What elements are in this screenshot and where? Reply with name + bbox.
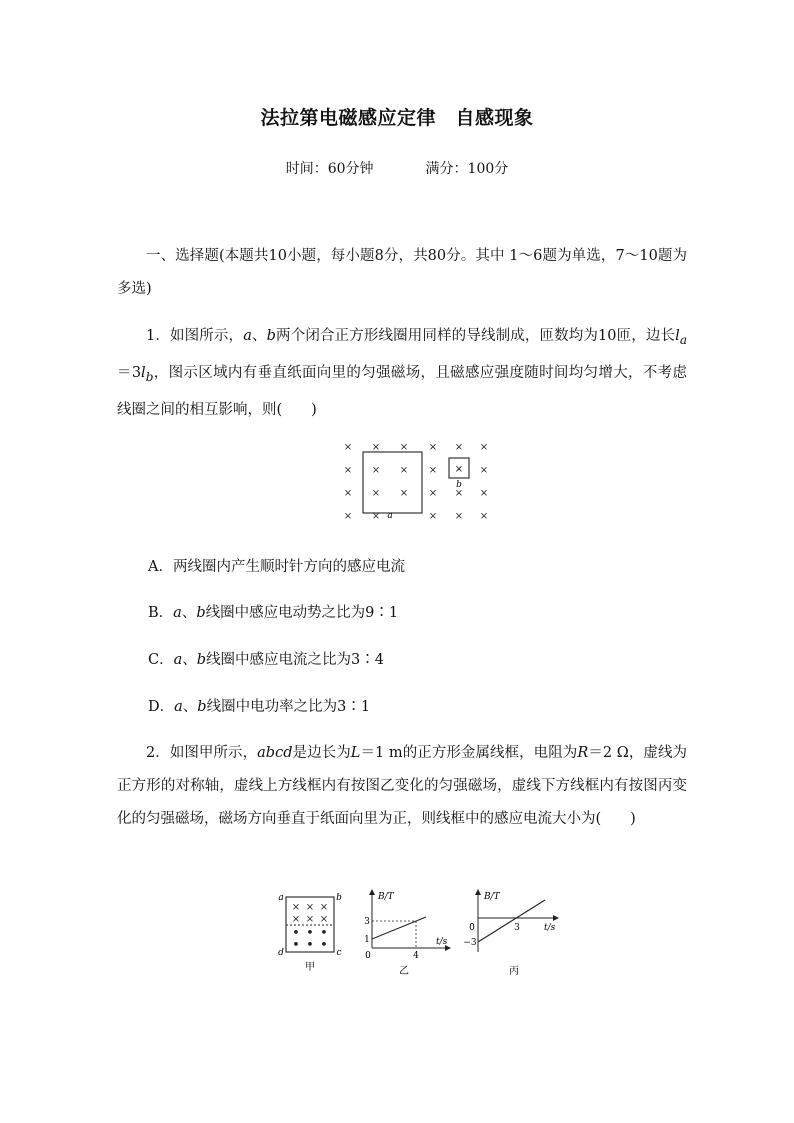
var-b: b (196, 605, 206, 621)
field-mark-cross: × (291, 914, 301, 925)
var-b: b (266, 328, 276, 344)
field-mark-cross: × (371, 442, 381, 453)
var-b: b (196, 652, 207, 668)
option-a-prefix: A． (148, 559, 173, 575)
page-title: 法拉第电磁感应定律 自感现象 (260, 107, 534, 129)
option-c-prefix: C． (148, 652, 174, 668)
question-1-stem (117, 320, 687, 427)
figure-q1-magnetic-field (338, 436, 496, 524)
field-mark-cross: × (371, 465, 381, 476)
option-b-prefix: B． (148, 605, 174, 621)
q2-L-value: ＝1 m (360, 745, 403, 761)
var-a: a (243, 328, 252, 344)
figure-jia-frame (272, 888, 352, 976)
var-a: a (173, 652, 183, 668)
q2-text-2: 是边长为 (292, 745, 351, 761)
full-score: 满分：100分 (425, 161, 509, 177)
x-axis-label: t/s (544, 923, 556, 933)
y-tick-neg3: −3 (463, 938, 477, 948)
var-b: b (197, 699, 207, 715)
field-mark-cross: × (454, 442, 464, 453)
section-heading: 一、选择题(本题共10小题，每小题8分，共80分。其中 1～6题为单选，7～10题为多选) (117, 248, 687, 297)
field-mark-cross: × (399, 442, 409, 453)
field-mark-cross: × (454, 488, 464, 499)
field-mark-cross: × (428, 465, 438, 476)
exam-meta (0, 158, 794, 178)
field-mark-cross: × (399, 488, 409, 499)
field-mark-cross: × (428, 488, 438, 499)
option-a[interactable] (148, 555, 405, 576)
field-mark-cross: × (305, 902, 315, 913)
label-coil-b: b (456, 480, 462, 490)
y-tick-1: 1 (364, 935, 370, 945)
var-sub-a: a (679, 332, 688, 347)
q2-text-1: 2．如图甲所示， (146, 745, 258, 761)
q2-text-3: 的正方形金属线框，电阻为 (402, 745, 578, 761)
q1-sep: 、 (251, 328, 267, 344)
field-mark-dot: • (320, 938, 328, 953)
field-mark-cross: × (428, 442, 438, 453)
origin-label: 0 (469, 923, 475, 933)
field-mark-cross: × (343, 465, 353, 476)
field-mark-cross: × (479, 488, 489, 499)
var-R: R (577, 745, 589, 761)
option-b-text: 线圈中感应电动势之比为9∶1 (205, 605, 399, 621)
field-mark-cross: × (479, 511, 489, 522)
field-mark-cross: × (343, 442, 353, 453)
var-L: L (350, 745, 361, 761)
field-mark-cross: × (479, 442, 489, 453)
caption-bing: 丙 (509, 966, 519, 977)
var-a: a (174, 699, 183, 715)
series-line-B-lower (478, 900, 545, 942)
field-mark-cross: × (428, 511, 438, 522)
option-b[interactable] (148, 601, 398, 622)
field-mark-cross: × (399, 465, 409, 476)
q1-text-3: ，图示区域内有垂直纸面向里的匀强磁场，且磁感应强度随时间均匀增大，不考虑线圈之间的相互影响，则( ) (117, 364, 687, 418)
field-mark-cross: × (371, 511, 381, 522)
corner-a: a (278, 893, 284, 903)
var-sub-b: b (145, 369, 154, 384)
option-d-text: 线圈中电功率之比为3∶1 (206, 699, 371, 715)
option-c[interactable] (148, 648, 384, 669)
field-mark-cross: × (319, 902, 329, 913)
coil-a (363, 452, 422, 513)
field-mark-cross: × (343, 511, 353, 522)
y-tick-3: 3 (364, 917, 370, 927)
time-limit: 时间：60分钟 (285, 161, 374, 177)
origin-label: 0 (365, 951, 371, 961)
series-line-B-upper (372, 917, 426, 939)
field-mark-cross: × (479, 465, 489, 476)
corner-b: b (336, 893, 342, 903)
option-b-sep: 、 (181, 605, 197, 621)
q1-text-1: 1．如图所示， (146, 328, 244, 344)
caption-jia: 甲 (305, 962, 315, 973)
field-mark-dot: • (306, 926, 314, 941)
field-mark-cross: × (371, 488, 381, 499)
option-d-sep: 、 (182, 699, 198, 715)
field-mark-dot: • (292, 926, 300, 941)
q1-text-2: 两个闭合正方形线圈用同样的导线制成，匝数均为10匝，边长 (275, 328, 676, 344)
field-mark-cross: × (454, 511, 464, 522)
var-l: l (141, 364, 146, 381)
figure-yi-graph (358, 886, 458, 978)
option-c-sep: 、 (182, 652, 197, 668)
option-d[interactable] (148, 695, 370, 716)
field-mark-cross: × (343, 488, 353, 499)
q2-R-value: ＝2 Ω (588, 745, 629, 761)
var-abcd: abcd (257, 745, 293, 761)
x-axis-label: t/s (436, 937, 448, 947)
q2-text-4: ，虚线为正方形的对称轴，虚线上方线框内有按图乙变化的匀强磁场，虚线下方线框内有按图丙变化的匀强磁场，磁场方向垂直于纸面向里为正，则线框中的感应电流大小为( ) (117, 745, 687, 827)
question-2-stem (117, 737, 687, 836)
field-mark-cross: × (319, 914, 329, 925)
field-mark-cross: × (305, 914, 315, 925)
y-axis-label: B/T (484, 892, 500, 902)
coil-b-inner-mark: × (454, 464, 464, 475)
corner-d: d (278, 948, 284, 958)
label-coil-a: a (387, 511, 393, 521)
field-mark-dot: • (292, 938, 300, 953)
field-mark-cross: × (291, 902, 301, 913)
option-d-prefix: D． (148, 699, 175, 715)
var-a: a (173, 605, 182, 621)
option-c-text: 线圈中感应电流之比为3∶4 (206, 652, 385, 668)
var-l: l (675, 328, 680, 344)
caption-yi: 乙 (399, 966, 409, 977)
x-tick-4: 4 (413, 951, 419, 961)
figure-bing-graph (462, 886, 564, 978)
corner-c: c (336, 948, 342, 958)
field-mark-dot: • (320, 926, 328, 941)
field-mark-dot: • (306, 938, 314, 953)
option-a-text: 两线圈内产生顺时针方向的感应电流 (172, 559, 405, 575)
q1-eq: ＝3 (117, 364, 142, 381)
y-axis-label: B/T (378, 892, 394, 902)
x-tick-3: 3 (514, 923, 520, 933)
